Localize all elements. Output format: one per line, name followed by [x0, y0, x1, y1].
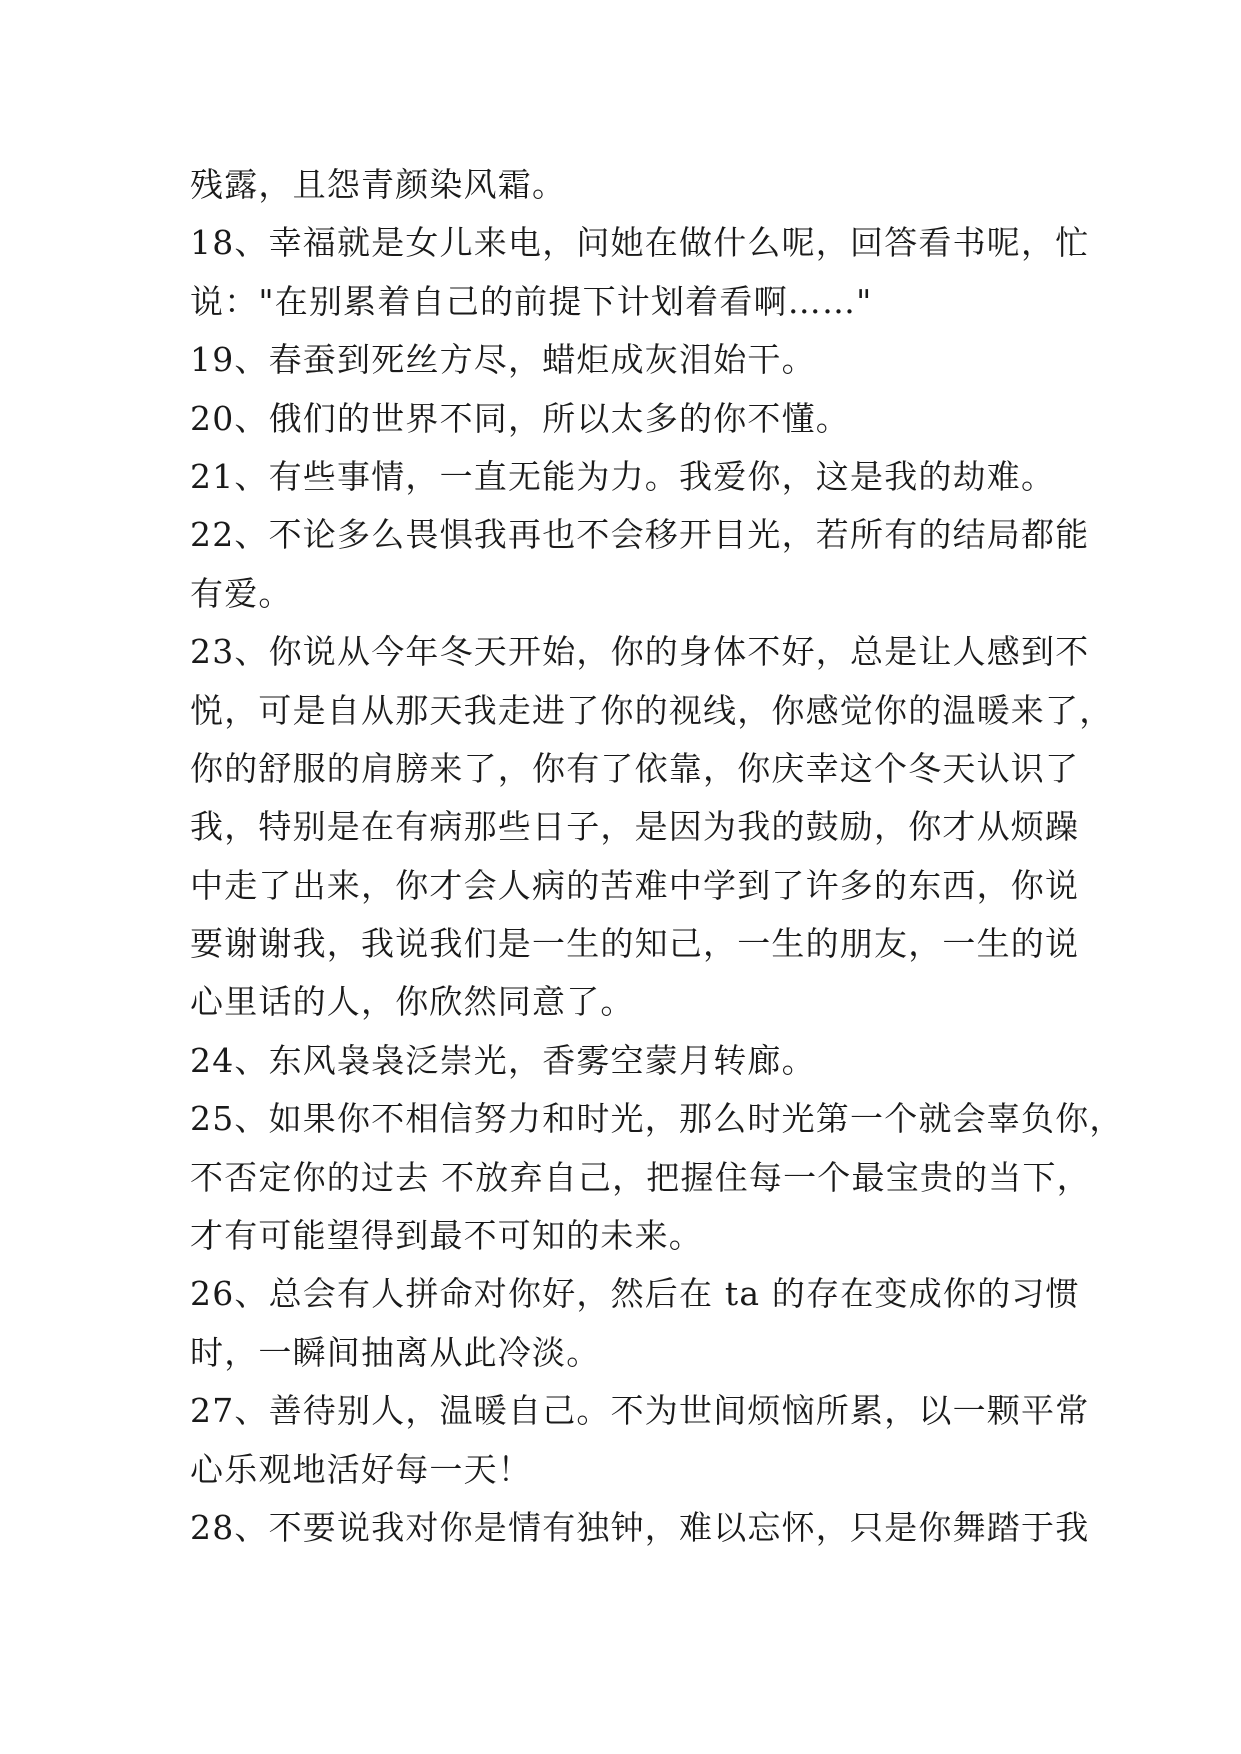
text-line: 24、东风袅袅泛崇光，香雾空蒙月转廊。	[190, 1040, 816, 1080]
text-line: 18、幸福就是女儿来电，问她在做什么呢，回答看书呢，忙	[190, 223, 1090, 263]
text-line: 22、不论多么畏惧我再也不会移开目光，若所有的结局都能	[190, 515, 1090, 555]
text-line: 我，特别是在有病那些日子，是因为我的鼓励，你才从烦躁	[190, 807, 1080, 847]
text-line: 才有可能望得到最不可知的未来。	[190, 1216, 703, 1256]
text-line: 时，一瞬间抽离从此冷淡。	[190, 1332, 601, 1372]
text-line: 27、善待别人，温暖自己。不为世间烦恼所累，以一颗平常	[190, 1391, 1090, 1431]
text-line: 说："在别累着自己的前提下计划着看啊……"	[190, 281, 873, 321]
body-text	[190, 156, 1124, 1557]
text-line: 19、春蚕到死丝方尽，蜡炬成灰泪始干。	[190, 340, 816, 380]
text-line: 20、俄们的世界不同，所以太多的你不懂。	[190, 398, 850, 438]
text-line: 28、不要说我对你是情有独钟，难以忘怀，只是你舞踏于我	[190, 1507, 1090, 1547]
text-line: 25、如果你不相信努力和时光，那么时光第一个就会辜负你，	[190, 1099, 1124, 1139]
text-line: 残露，且怨青颜染风霜。	[190, 165, 567, 204]
text-line: 要谢谢我，我说我们是一生的知己，一生的朋友，一生的说	[190, 924, 1080, 964]
text-line: 23、你说从今年冬天开始，你的身体不好，总是让人感到不	[190, 632, 1090, 672]
text-line: 不否定你的过去 不放弃自己，把握住每一个最宝贵的当下，	[190, 1157, 1091, 1197]
text-line: 21、有些事情，一直无能为力。我爱你，这是我的劫难。	[190, 456, 1056, 496]
text-line: 悦，可是自从那天我走进了你的视线，你感觉你的温暖来了，	[190, 690, 1114, 730]
text-line: 心里话的人，你欣然同意了。	[190, 982, 635, 1022]
text-line: 你的舒服的肩膀来了，你有了依靠，你庆幸这个冬天认识了	[190, 748, 1080, 788]
text-line: 26、总会有人拼命对你好，然后在 ta 的存在变成你的习惯	[190, 1274, 1080, 1314]
text-line: 有爱。	[190, 573, 293, 613]
text-line: 中走了出来，你才会人病的苦难中学到了许多的东西，你说	[190, 865, 1080, 905]
text-line: 心乐观地活好每一天！	[190, 1449, 532, 1489]
